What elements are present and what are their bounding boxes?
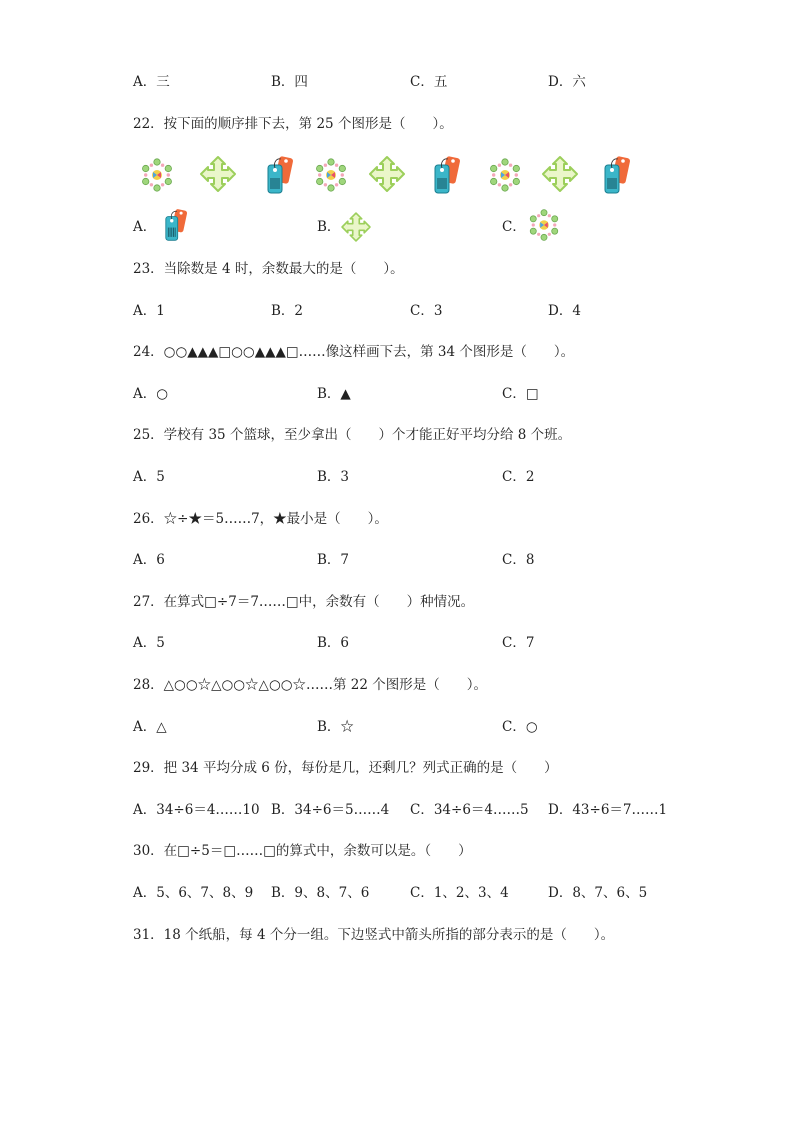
cross-icon [340, 211, 372, 243]
cross-icon [370, 157, 404, 191]
q26-option-c[interactable]: C．8 [502, 552, 535, 568]
q22-sequence [130, 148, 640, 200]
flower-icon [143, 159, 172, 191]
q27-option-b[interactable]: B．6 [317, 635, 350, 651]
q23-option-c[interactable]: C．3 [410, 303, 443, 319]
flower-icon [527, 208, 561, 242]
q26-option-b[interactable]: B．7 [317, 552, 350, 568]
q23-stem: 23．当除数是 4 时，余数最大的是（ ）。 [133, 261, 404, 277]
q28-stem: 28．△○○☆△○○☆△○○☆……第 22 个图形是（ ）。 [133, 677, 488, 693]
q25-stem: 25．学校有 35 个篮球，至少拿出（ ）个才能正好平均分给 8 个班。 [133, 427, 572, 443]
cross-icon [543, 157, 577, 191]
q28-option-b[interactable]: B．☆ [317, 719, 354, 735]
tag-icon [160, 208, 192, 242]
q27-option-c[interactable]: C．7 [502, 635, 535, 651]
q30-option-c[interactable]: C．1、2、3、4 [410, 885, 509, 901]
q21-option-c[interactable]: C．五 [410, 74, 448, 90]
q30-option-a[interactable]: A．5、6、7、8、9 [133, 885, 254, 901]
q25-option-b[interactable]: B．3 [317, 469, 350, 485]
q24-option-a[interactable]: A．○ [133, 386, 169, 402]
q22-option-a[interactable]: A． [133, 219, 157, 235]
tag-icon [605, 156, 631, 193]
q22-stem: 22．按下面的顺序排下去，第 25 个图形是（ ）。 [133, 116, 453, 132]
q29-option-b[interactable]: B．34÷6＝5……4 [271, 802, 390, 818]
cross-icon [201, 157, 235, 191]
q29-option-a[interactable]: A．34÷6＝4……10 [133, 802, 260, 818]
q29-option-c[interactable]: C．34÷6＝4……5 [410, 802, 529, 818]
q29-option-d[interactable]: D．43÷6＝7……1 [548, 802, 668, 818]
q24-stem: 24．○○▲▲▲□○○▲▲▲□……像这样画下去，第 34 个图形是（ ）。 [133, 344, 575, 360]
q27-option-a[interactable]: A．5 [133, 635, 165, 651]
q23-option-d[interactable]: D．4 [548, 303, 581, 319]
q23-option-b[interactable]: B．2 [271, 303, 304, 319]
q22-option-b[interactable]: B． [317, 219, 341, 235]
q25-option-c[interactable]: C．2 [502, 469, 535, 485]
q24-option-c[interactable]: C．□ [502, 386, 539, 402]
q22-option-c[interactable]: C． [502, 219, 526, 235]
q21-option-b[interactable]: B．四 [271, 74, 308, 90]
flower-icon [491, 159, 520, 191]
q24-option-b[interactable]: B．▲ [317, 386, 351, 402]
q30-stem: 30．在□÷5＝□……□的算式中，余数可以是。（ ） [133, 843, 472, 859]
q31-stem: 31．18 个纸船，每 4 个分一组。下边竖式中箭头所指的部分表示的是（ ）。 [133, 927, 615, 943]
tag-icon [435, 156, 461, 193]
tag-icon [268, 156, 294, 193]
q21-option-a[interactable]: A．三 [133, 74, 170, 90]
q23-option-a[interactable]: A．1 [133, 303, 165, 319]
flower-icon [317, 159, 346, 191]
q30-option-b[interactable]: B．9、8、7、6 [271, 885, 370, 901]
q21-option-d[interactable]: D．六 [548, 74, 586, 90]
q26-option-a[interactable]: A．6 [133, 552, 165, 568]
q26-stem: 26．☆÷★＝5……7，★最小是（ ）。 [133, 511, 388, 527]
q29-stem: 29．把 34 平均分成 6 份，每份是几，还剩几？列式正确的是（ ） [133, 760, 558, 776]
q28-option-a[interactable]: A．△ [133, 719, 167, 735]
q28-option-c[interactable]: C．○ [502, 719, 538, 735]
q25-option-a[interactable]: A．5 [133, 469, 165, 485]
q30-option-d[interactable]: D．8、7、6、5 [548, 885, 648, 901]
q27-stem: 27．在算式□÷7＝7……□中，余数有（ ）种情况。 [133, 594, 475, 610]
